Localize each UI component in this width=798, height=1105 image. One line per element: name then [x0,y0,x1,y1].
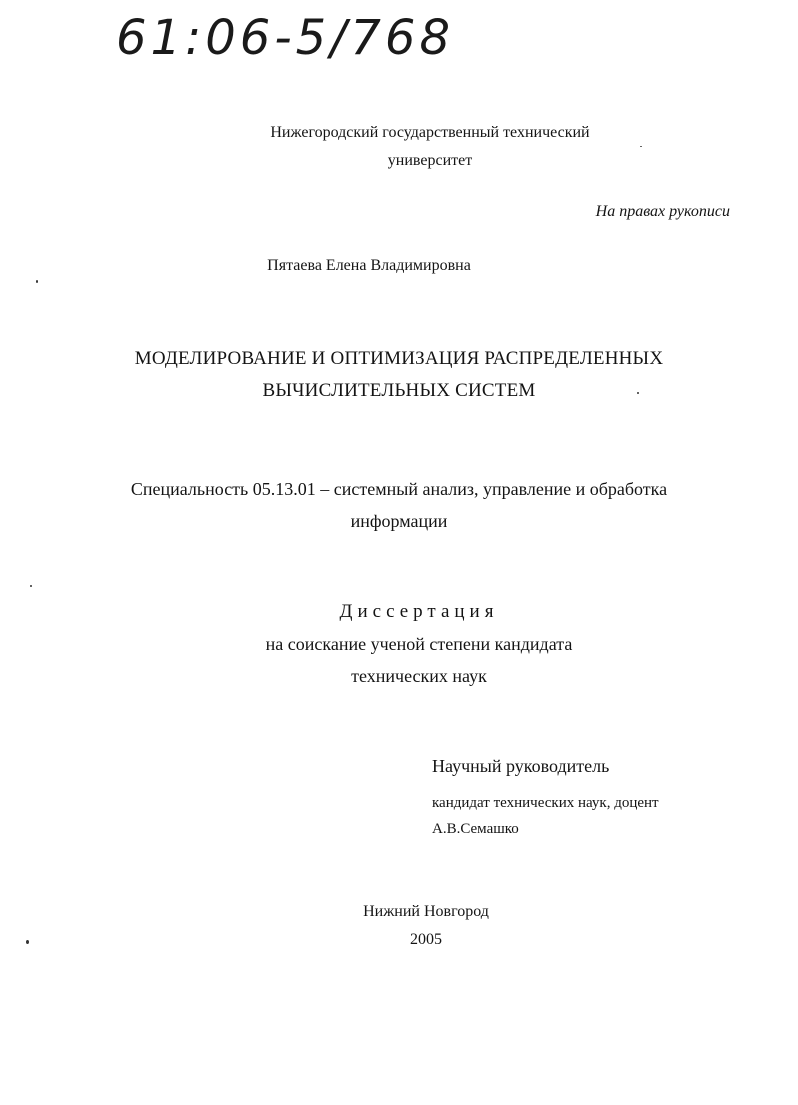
specialty-line-1: Специальность 05.13.01 – системный анализ, управление и обработка [130,479,668,499]
scan-speck [640,146,642,147]
institution-line-2: университет [387,152,473,169]
scan-speck [637,392,639,394]
institution-name [270,119,590,175]
handwritten-archive-code-text: 61:06-5/768 [116,10,454,66]
dissertation-degree-line: на соискание ученой степени кандидата [265,634,573,654]
title-line-2: ВЫЧИСЛИТЕЛЬНЫХ СИСТЕМ [262,380,536,401]
supervisor-degree: кандидат технических наук, доцент [432,795,659,811]
dissertation-field-line: технических наук [351,666,487,686]
institution-line-1: Нижегородский государственный технический [270,124,590,141]
author-name: Пятаева Елена Владимировна [267,257,471,274]
supervisor-label: Научный руководитель [432,756,610,776]
scan-speck [30,585,32,587]
supervisor-details [432,790,659,842]
dissertation-title [0,343,798,407]
supervisor-name: А.В.Семашко [432,821,519,837]
dissertation-block [0,596,798,692]
dissertation-heading: Диссертация [339,601,499,622]
scan-speck [36,280,38,283]
handwritten-archive-code [112,6,472,66]
city: Нижний Новгород [363,903,489,920]
manuscript-rights-note: На правах рукописи [595,203,730,220]
specialty-line-2: информации [350,511,448,531]
specialty [0,473,798,537]
city-year [0,898,798,954]
year: 2005 [410,931,442,948]
title-line-1: МОДЕЛИРОВАНИЕ И ОПТИМИЗАЦИЯ РАСПРЕДЕЛЕННЫХ [134,348,664,369]
scan-speck [26,940,29,944]
